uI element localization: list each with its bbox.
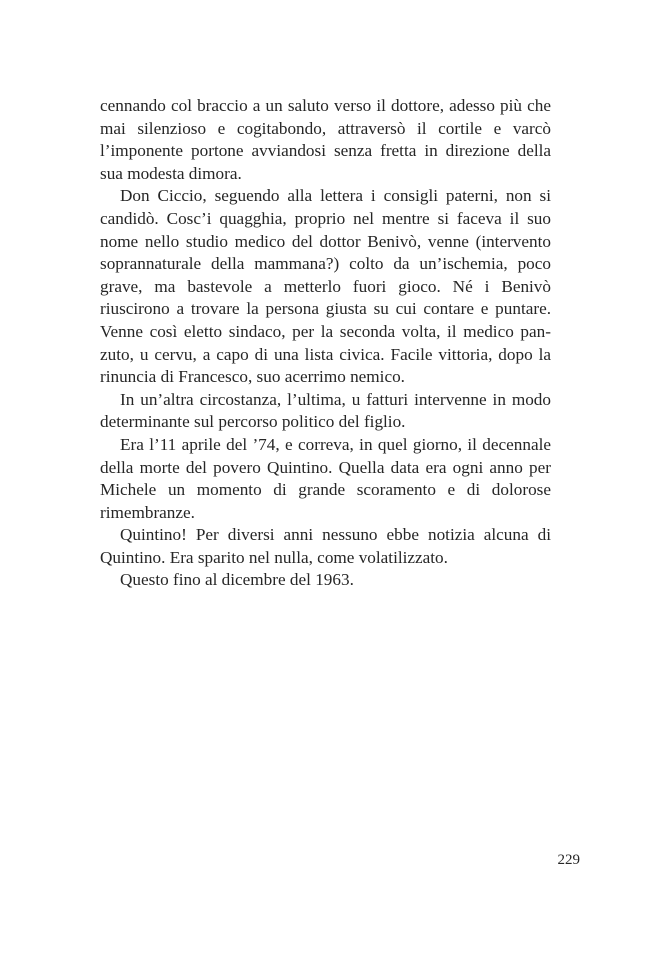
paragraph: In un’altra circostanza, l’ultima, u fatturi intervenne in modo determinante sul percorso politico del figlio.: [100, 389, 551, 432]
body-text: [100, 95, 551, 592]
paragraph: Don Ciccio, seguendo alla lettera i consigli paterni, non si candidò. Cosc’i quagghia, proprio nel mentre si faceva il suo nome nello studio medico del dottor Benivò, venne (intervento soprannaturale della mammana?) colto da un’ischemia, poco grave, ma bastevole a metterlo fuori gioco. Né i Benivò riuscirono a trovare la persona giusta su cui contare e puntare. Venne così eletto sindaco, per la seconda volta, il medico panzuto, u cervu, a capo di una lista civica. Facile vittoria, dopo la rinuncia di Francesco, suo acerrimo nemico.: [100, 186, 551, 387]
paragraph: Era l’11 aprile del ’74, e correva, in quel giorno, il decennale della morte del povero Quintino. Quella data era ogni anno per Michele un momento di grande scoramento e di dolorose rimembranze.: [100, 434, 551, 522]
paragraph: Quintino! Per diversi anni nessuno ebbe notizia alcuna di Quintino. Era sparito nel nulla, come volatilizzato.: [100, 525, 551, 567]
paragraph: cennando col braccio a un saluto verso il dottore, adesso più che mai silenzioso e cogitabondo, attraversò il cortile e varcò l’imponente portone avviandosi senza fretta in direzione della sua modesta dimora.: [100, 96, 551, 183]
page-number: 229: [557, 852, 580, 868]
paragraph: Questo fino al dicembre del 1963.: [120, 570, 354, 590]
